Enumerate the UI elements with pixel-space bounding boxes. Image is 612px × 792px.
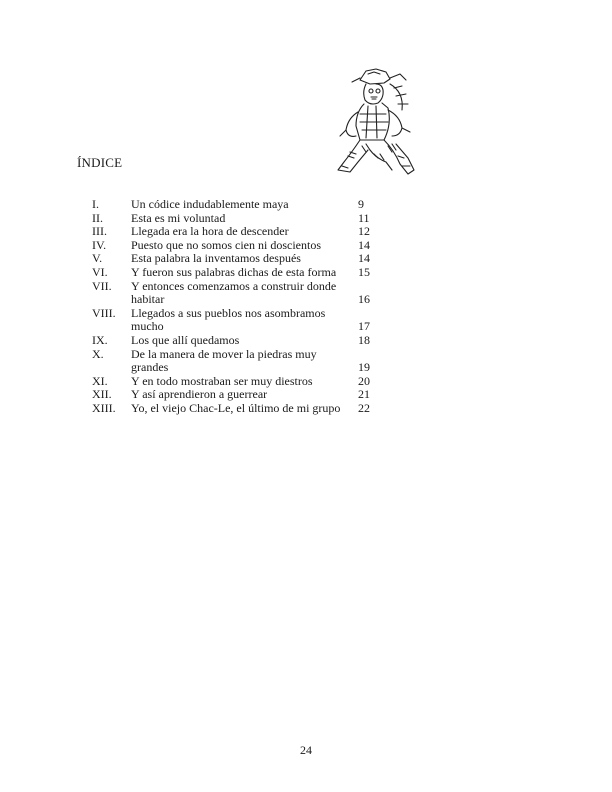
toc-entry — [92, 212, 392, 226]
chapter-number: XIII. — [92, 400, 116, 415]
chapter-page: 16 — [358, 292, 370, 307]
chapter-page: 9 — [358, 197, 364, 211]
chapter-number: IV. — [92, 237, 107, 252]
chapter-number: XI. — [92, 373, 108, 388]
chapter-number: IX. — [92, 332, 108, 347]
chapter-title: Esta es mi voluntad — [131, 210, 226, 225]
chapter-number: VIII. — [92, 305, 116, 320]
chapter-title: Esta palabra la inventamos después — [131, 251, 301, 266]
toc-entry — [92, 280, 392, 307]
chapter-number: VII. — [92, 278, 112, 293]
chapter-page: 11 — [358, 210, 370, 225]
toc-entry — [92, 375, 392, 389]
chapter-page: 18 — [358, 332, 370, 347]
chapter-number: X. — [92, 346, 104, 361]
chapter-page: 20 — [358, 373, 370, 388]
chapter-title: Y en todo mostraban ser muy diestros — [131, 373, 313, 388]
chapter-page: 15 — [358, 264, 370, 279]
chapter-page: 14 — [358, 251, 370, 266]
chapter-page: 12 — [358, 224, 370, 239]
chapter-title: Yo, el viejo Chac-Le, el último de mi grupo — [131, 400, 341, 415]
toc-entry — [92, 252, 392, 266]
chapter-page: 21 — [358, 387, 370, 402]
chapter-title: Un códice indudablemente maya — [131, 197, 289, 211]
toc-entry — [92, 388, 392, 402]
chapter-title: De la manera de mover la piedras muy grandes — [131, 346, 317, 375]
page-number: 24 — [300, 743, 312, 757]
chapter-title: Puesto que no somos cien ni doscientos — [131, 237, 321, 252]
chapter-page: 14 — [358, 237, 370, 252]
chapter-page: 17 — [358, 319, 370, 334]
chapter-number: V. — [92, 251, 103, 266]
toc-entry — [92, 334, 392, 348]
chapter-number: III. — [92, 224, 107, 239]
toc-entry — [92, 348, 392, 375]
toc-entry — [92, 307, 392, 334]
index-heading: ÍNDICE — [77, 155, 123, 170]
chapter-page: 19 — [358, 360, 370, 375]
chapter-title: Y entonces comenzamos a construir donde habitar — [131, 278, 337, 307]
chapter-number: II. — [92, 210, 103, 225]
chapter-title: Llegada era la hora de descender — [131, 224, 289, 239]
table-of-contents — [92, 198, 392, 416]
chapter-number: I. — [92, 197, 99, 211]
toc-entry — [92, 402, 392, 416]
maya-seated-figure-icon — [330, 66, 418, 184]
toc-entry — [92, 266, 392, 280]
toc-entry — [92, 239, 392, 253]
chapter-title: Llegados a sus pueblos nos asombramos mucho — [131, 305, 326, 334]
chapter-number: XII. — [92, 387, 112, 402]
chapter-title: Y así aprendieron a guerrear — [131, 387, 268, 402]
toc-entry — [92, 225, 392, 239]
chapter-page: 22 — [358, 400, 370, 415]
chapter-number: VI. — [92, 264, 108, 279]
chapter-title: Los que allí quedamos — [131, 332, 240, 347]
chapter-title: Y fueron sus palabras dichas de esta forma — [131, 264, 337, 279]
toc-entry — [92, 198, 392, 212]
